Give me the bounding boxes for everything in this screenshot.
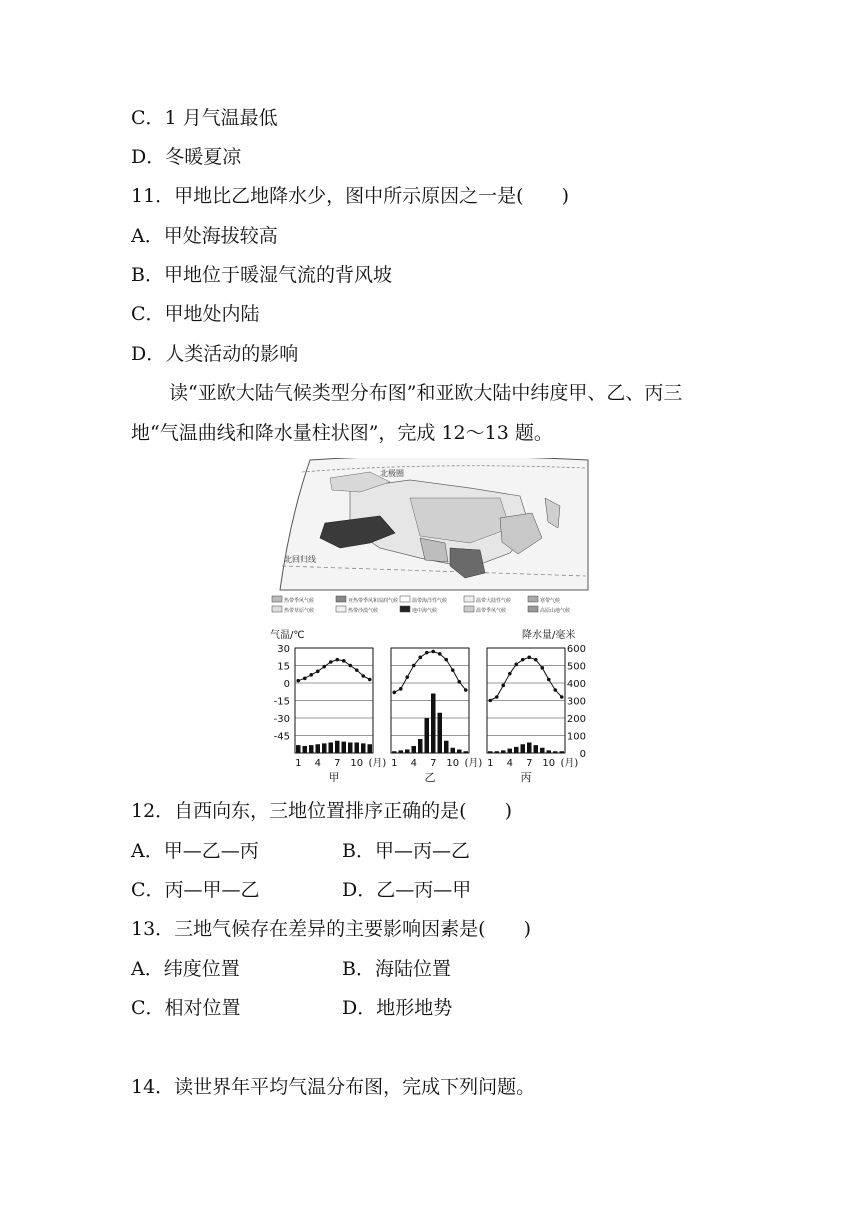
temperature-point [322,665,326,669]
arctic-circle-label: 北极圈 [380,469,404,478]
precipitation-bar [521,744,526,753]
month-tick-label: 4 [506,758,513,769]
legend-label: 温带海洋性气候 [412,598,448,604]
precipitation-tick-label: 0 [579,749,586,760]
precipitation-bar [547,750,552,753]
q14-stem: 14．读世界年平均气温分布图，完成下列问题。 [131,1076,536,1098]
precipitation-bar [527,743,532,754]
precipitation-bar [488,751,493,753]
month-tick-label: 10 [446,758,460,769]
legend-swatch [528,606,538,612]
legend-swatch [528,596,538,602]
temperature-point [342,659,346,663]
precipitation-bar [501,750,506,753]
precipitation-bar [425,718,430,753]
temperature-point [355,668,359,672]
precipitation-bar [508,749,513,753]
precipitation-bar [368,744,373,753]
precipitation-bar [335,741,340,753]
q11-option-d: D．人类活动的影响 [131,343,299,365]
temperature-point [514,663,518,667]
q13-option-b: B．海陆位置 [342,958,451,980]
eurasia-climate-map [270,458,590,618]
temperature-point [316,670,320,674]
precipitation-bar [355,743,360,754]
temperature-axis-label: 气温/℃ [270,630,305,641]
precipitation-bar [464,751,469,753]
panel-name-label: 乙 [424,771,436,784]
precipitation-bar [405,750,410,754]
q11-option-c: C．甲地处内陆 [131,303,260,325]
temperature-point [464,688,468,692]
month-tick-label: 7 [334,758,341,769]
legend-label: 高原山地气候 [540,608,571,614]
temperature-tick-label: 30 [277,644,290,655]
precipitation-bar [553,751,558,753]
temperature-point [438,652,442,656]
q12-option-b: B．甲—丙—乙 [342,840,470,862]
temperature-point [560,695,564,699]
month-tick-label: 1 [391,758,398,769]
q13-option-d: D．地形地势 [342,997,453,1019]
temperature-point [309,673,313,677]
temperature-point [553,688,557,692]
precipitation-bar [412,746,417,753]
temperature-point [329,660,333,664]
precipitation-bar [457,750,462,754]
month-tick-label: 10 [350,758,364,769]
precipitation-bar [444,741,449,753]
month-unit-label: (月) [560,758,579,769]
temperature-point [527,656,531,660]
temperature-point [451,668,455,672]
precipitation-bar [540,748,545,753]
q10-option-c: C．1 月气温最低 [131,107,278,129]
temperature-point [431,650,435,654]
temperature-tick-label: 15 [277,661,290,673]
legend-swatch [272,596,282,602]
legend-label: 寒带气候 [540,598,561,604]
q13-stem: 13．三地气候存在差异的主要影响因素是( ) [131,918,532,940]
legend-label: 温带大陆性气候 [476,598,512,604]
intro-line-1: 读“亚欧大陆气候类型分布图”和亚欧大陆中纬度甲、乙、丙三 [169,382,683,404]
legend-swatch [272,606,282,612]
precipitation-bar [495,751,500,753]
tropic-label: 北回归线 [284,555,316,564]
month-tick-label: 7 [430,758,437,769]
precipitation-bar [560,751,565,753]
precipitation-bar [451,748,456,753]
precipitation-tick-label: 200 [566,714,586,725]
month-unit-label: (月) [368,758,387,769]
precipitation-bar [303,746,308,753]
temperature-point [508,672,512,676]
climate-figure [270,458,590,788]
q11-stem: 11．甲地比乙地降水少，图中所示原因之一是( ) [131,185,570,207]
legend-swatch [336,606,346,612]
precipitation-bar [361,743,366,753]
legend-swatch [464,596,474,602]
precipitation-bar [342,742,347,753]
temperature-point [495,695,499,699]
precipitation-bar [348,743,353,754]
precipitation-bar [329,743,334,754]
precipitation-bar [534,745,539,753]
precipitation-bar [322,743,327,753]
temperature-tick-label: -30 [273,714,290,725]
temperature-point [296,679,300,683]
climate-charts [274,644,586,784]
temperature-point [521,658,525,662]
precipitation-axis-label: 降水量/毫米 [522,630,576,641]
precipitation-tick-label: 300 [566,696,586,708]
precipitation-bar [438,713,443,753]
temperature-point [335,658,339,662]
q11-option-a: A．甲处海拔较高 [131,225,278,247]
legend-label: 地中海气候 [412,608,438,614]
temperature-point [361,674,365,678]
legend-label: 亚热带季风和湿润气候 [348,598,399,604]
temperature-point [457,680,461,684]
temperature-point [488,699,492,703]
precipitation-bar [431,694,436,754]
temperature-point [368,678,372,682]
precipitation-tick-label: 500 [566,661,586,673]
temperature-tick-label: 0 [283,679,290,690]
temperature-point [412,664,416,668]
temperature-point [405,675,409,679]
month-tick-label: 10 [542,758,556,769]
precipitation-tick-label: 100 [566,731,586,743]
precipitation-bar [418,739,423,753]
month-tick-label: 1 [295,758,302,769]
legend-label: 热带沙漠气候 [348,608,379,614]
q12-option-a: A．甲—乙—丙 [131,840,259,862]
legend-label: 温带季风气候 [476,608,507,614]
month-tick-label: 1 [487,758,494,769]
precipitation-bar [399,750,404,753]
q12-stem: 12．自西向东，三地位置排序正确的是( ) [131,800,513,822]
legend-swatch [464,606,474,612]
q13-option-a: A．纬度位置 [131,958,240,980]
temperature-point [547,678,551,682]
precipitation-bar [309,745,314,753]
temperature-point [540,666,544,670]
precipitation-bar [392,751,397,753]
q13-option-c: C．相对位置 [131,997,241,1019]
temperature-point [418,656,422,660]
precipitation-bar [514,747,519,753]
temperature-point [534,658,538,662]
precipitation-bar [316,744,321,753]
legend-label: 热带草原气候 [284,608,315,614]
legend-swatch [400,596,410,602]
temperature-point [303,677,307,681]
legend-swatch [400,606,410,612]
panel-name-label: 丙 [520,771,532,784]
month-tick-label: 4 [410,758,417,769]
temperature-point [444,658,448,662]
temperature-point [348,664,352,668]
legend-label: 热带季风气候 [284,598,315,604]
precipitation-bar [296,745,301,753]
panel-name-label: 甲 [328,771,340,784]
month-unit-label: (月) [464,758,483,769]
legend-swatch [336,596,346,602]
q12-option-c: C．丙—甲—乙 [131,879,260,901]
temperature-point [392,691,396,695]
temperature-point [399,687,403,691]
q11-option-b: B．甲地位于暖湿气流的背风坡 [131,264,392,286]
month-tick-label: 7 [526,758,533,769]
q10-option-d: D．冬暖夏凉 [131,146,242,168]
q12-option-d: D．乙—丙—甲 [342,879,472,901]
intro-line-2: 地“气温曲线和降水量柱状图”，完成 12～13 题。 [131,422,553,444]
month-tick-label: 4 [314,758,321,769]
temperature-point [425,651,429,655]
precipitation-tick-label: 600 [566,644,586,655]
temperature-tick-label: -15 [273,696,290,708]
temperature-point [501,684,505,688]
temperature-tick-label: -45 [273,731,290,743]
precipitation-tick-label: 400 [566,679,586,690]
